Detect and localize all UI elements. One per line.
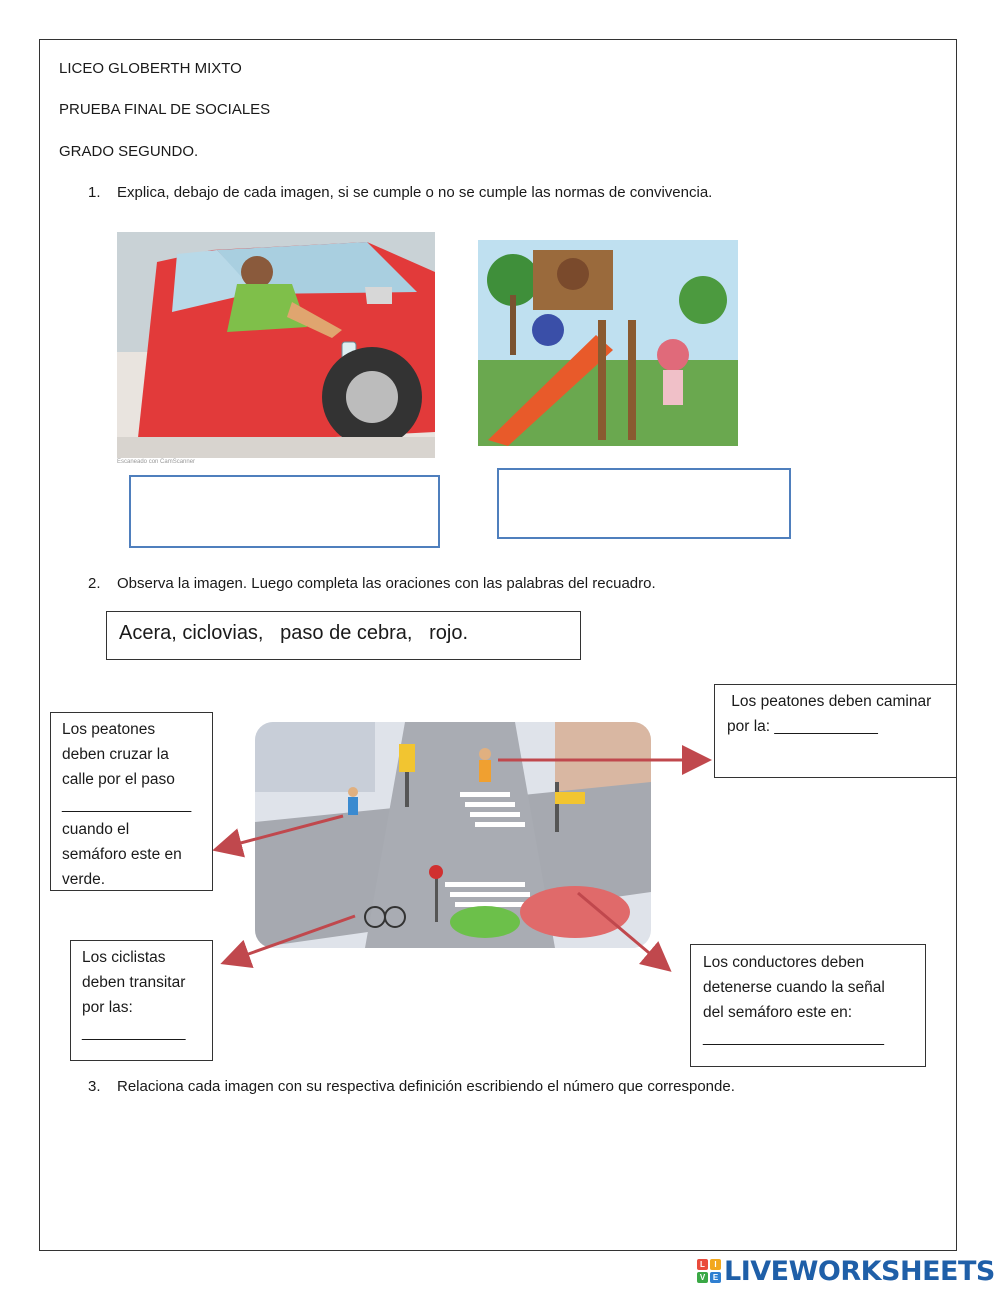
callout-line: detenerse cuando la señal [703,979,885,996]
callout-line: deben cruzar la [62,746,169,763]
callout-blank[interactable]: _____________________ [703,1029,885,1046]
callout-line: cuando el [62,821,130,838]
callout-peatones-caminar [714,684,957,778]
callout-line: semáforo este en [62,846,182,863]
callout-line: Los peatones [62,721,156,738]
callout-line: del semáforo este en: [703,1004,853,1021]
question-number: 3. [88,1078,101,1095]
callout-line: Los ciclistas [82,949,166,966]
callout-line: verde. [62,871,106,888]
callout-conductores [690,944,926,1067]
callout-ciclistas [70,940,213,1061]
question-number: 2. [88,575,101,592]
liveworksheets-logo[interactable] [697,1256,995,1286]
callout-line[interactable]: por la: ____________ [727,718,878,735]
callout-line: deben transitar [82,974,186,991]
arrow-to-rojo [578,893,667,968]
logo-text: LIVEWORKSHEETS [724,1255,995,1287]
arrow-to-ciclovias [226,916,355,962]
exam-title: PRUEBA FINAL DE SOCIALES [59,101,271,118]
school-name: LICEO GLOBERTH MIXTO [59,60,242,77]
callout-line: calle por el paso [62,771,175,788]
logo-mark-icon: L I V E [697,1259,721,1283]
callout-peatones-cruzar [50,712,213,891]
arrow-to-paso-cebra [218,816,343,849]
grade-label: GRADO SEGUNDO. [59,143,199,160]
question-text: Explica, debajo de cada imagen, si se cumple o no se cumple las normas de convivencia. [117,184,713,201]
callout-blank[interactable]: _______________ [62,796,192,813]
callout-line: Los conductores deben [703,954,865,971]
question-text: Observa la imagen. Luego completa las oraciones con las palabras del recuadro. [117,575,656,592]
callout-blank[interactable]: ____________ [82,1024,186,1041]
word-bank: Acera, ciclovias, paso de cebra, rojo. [106,611,581,660]
callout-line: por las: [82,999,133,1016]
question-number: 1. [88,184,101,201]
scanner-caption: Escaneado con CamScanner [117,459,196,465]
question-text: Relaciona cada imagen con su respectiva definición escribiendo el número que corresponde. [117,1078,735,1095]
callout-line: Los peatones deben caminar [727,693,932,710]
